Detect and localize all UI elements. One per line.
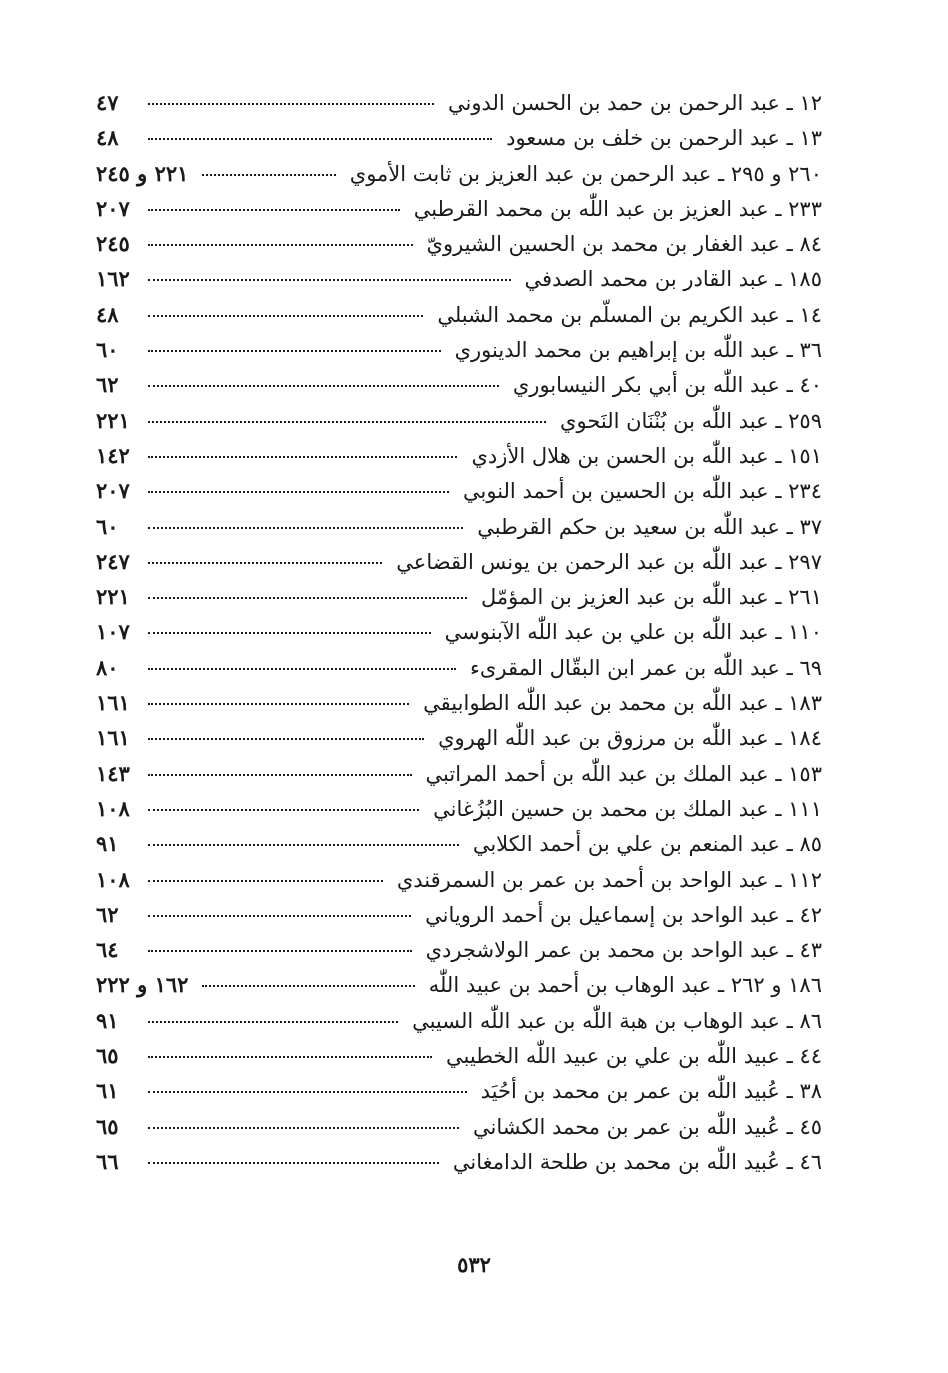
dot-leader [148,103,434,105]
entry-name: ٣٧ ـ عبد اللّٰه بن سعيد بن حكم القرطبي [477,514,822,539]
entry-name: ٢٥٩ ـ عبد اللّٰه بن بُنْنَان النَحوي [560,408,822,433]
entry-page-ref: ٤٧ [96,90,119,115]
entry-page-ref: ٦١ [96,1078,119,1104]
entry-page-ref: ٦٥ [96,1043,119,1069]
dot-leader [148,138,492,140]
entry-page-ref: ٤٨ [96,301,119,327]
index-entry [96,725,822,760]
entry-page-ref: ٢٠٧ [96,478,130,504]
dot-leader [148,244,413,246]
entry-page-ref: ٢٠٧ [96,195,130,221]
dot-leader [148,1021,398,1023]
entry-name: ١٨٦ و ٢٦٢ ـ عبد الوهاب بن أحمد بن عبيد اللّٰه [428,973,822,998]
dot-leader [148,809,419,811]
index-entry [96,655,822,690]
entry-page-ref: ١٦١ [96,725,130,751]
index-entry [96,408,822,443]
dot-leader [148,279,511,281]
dot-leader [148,738,424,740]
index-entry [96,972,822,1007]
index-entry [96,196,822,231]
entry-name: ١٨٤ ـ عبد اللّٰه بن مرزوق بن عبد اللّٰه الهروي [438,726,822,751]
dot-leader [148,1091,467,1093]
dot-leader [148,915,411,917]
index-entry [96,584,822,619]
entry-name: ١١١ ـ عبد الملك بن محمد بن حسين البُزُغاني [433,796,822,821]
entry-page-ref: ٢٤٧ [96,548,130,574]
entry-page-ref: ١٦٢ [96,266,130,292]
index-entry [96,231,822,266]
dot-leader [148,421,546,423]
entry-name: ١٨٣ ـ عبد اللّٰه بن محمد بن عبد اللّٰه الطوابيقي [423,691,822,716]
entry-page-ref: ٦٦ [96,1148,119,1174]
dot-leader [148,774,412,776]
entry-page-ref: ٦٠ [96,513,119,539]
dot-leader [148,844,459,846]
dot-leader [148,350,441,352]
entry-name: ١١٠ ـ عبد اللّٰه بن علي بن عبد اللّٰه الآبنوسي [444,620,822,645]
entry-page-ref: ٢٢١ [96,407,130,433]
entry-name: ١٥٣ ـ عبد الملك بن عبد اللّٰه بن أحمد المراتبي [425,761,822,786]
entry-page-ref: ٢٤٥ [96,231,130,257]
entry-name: ١٥١ ـ عبد اللّٰه بن الحسن بن هلال الأزدي [471,443,822,468]
index-entry [96,90,822,125]
entry-name: ١١٢ ـ عبد الواحد بن أحمد بن عمر بن السمرقندي [396,867,822,892]
index-entry [96,161,822,196]
index-entry [96,796,822,831]
entry-name: ٤٥ ـ عُبيد اللّٰه بن عمر بن محمد الكشاني [473,1114,822,1139]
dot-leader [148,385,499,387]
index-entry [96,337,822,372]
entry-page-ref: ٦٢ [96,372,119,398]
dot-leader [148,880,383,882]
dot-leader [148,1127,459,1129]
index-entry [96,1114,822,1149]
index-entry [96,867,822,902]
entry-page-ref: ١٦١ [96,690,130,716]
entry-name: ٦٩ ـ عبد اللّٰه بن عمر ابن البقّال المقرىء [470,655,822,680]
index-entry [96,1043,822,1078]
entry-page-ref: ٦٥ [96,1113,119,1139]
index-entry [96,372,822,407]
entry-page-ref: ١٠٨ [96,795,130,821]
dot-leader [148,703,409,705]
index-entry [96,443,822,478]
entry-name: ١٢ ـ عبد الرحمن بن حمد بن الحسن الدوني [448,91,822,115]
entry-name: ٢٣٤ ـ عبد اللّٰه بن الحسين بن أحمد النوبي [463,479,822,504]
index-entry [96,902,822,937]
index-entry [96,1008,822,1043]
entry-name: ٢٣٣ ـ عبد العزيز بن عبد اللّٰه بن محمد القرطبي [413,196,822,221]
page-number: ٥٣٢ [457,1252,491,1277]
entry-name: ٤٤ ـ عبيد اللّٰه بن علي بن عبيد اللّٰه الخطيبي [446,1044,822,1069]
entry-page-ref: ١٠٨ [96,866,130,892]
entry-page-ref: ٩١ [96,1007,119,1033]
entry-page-ref: ٢٢١ [96,584,130,610]
index-entry [96,125,822,160]
dot-leader [148,491,449,493]
entry-name: ٤٦ ـ عُبيد اللّٰه بن محمد بن طلحة الدامغاني [452,1149,822,1174]
entry-page-ref: ١٤٣ [96,760,130,786]
entry-name: ٤٠ ـ عبد اللّٰه بن أبي بكر النيسابوري [512,373,822,398]
entry-name: ١٤ ـ عبد الكريم بن المسلّم بن محمد الشبلي [437,302,822,327]
entry-page-ref: ٤٨ [96,125,119,151]
dot-leader [202,985,414,987]
index-entry [96,302,822,337]
dot-leader [148,632,431,634]
entry-page-ref: ١٠٧ [96,619,130,645]
entry-page-ref: ١٤٢ [96,442,130,468]
index-entry [96,761,822,796]
dot-leader [148,950,412,952]
index-entry [96,619,822,654]
index-entry [96,1149,822,1184]
entry-name: ٤٣ ـ عبد الواحد بن محمد بن عمر الولاشجردي [425,938,822,963]
index-entry [96,937,822,972]
index-entry [96,514,822,549]
entry-name: ١٣ ـ عبد الرحمن بن خلف بن مسعود [506,126,822,151]
entry-name: ٨٦ ـ عبد الوهاب بن هبة اللّٰه بن عبد اللّٰه السيبي [412,1008,822,1033]
entry-page-ref: ٦٢ [96,901,119,927]
entry-name: ٢٦١ ـ عبد اللّٰه بن عبد العزيز بن المؤمّل [480,585,822,610]
entry-name: ٤٢ ـ عبد الواحد بن إسماعيل بن أحمد الروياني [425,902,822,927]
dot-leader [148,456,457,458]
dot-leader [148,1056,432,1058]
entry-name: ٢٦٠ و ٢٩٥ ـ عبد الرحمن بن عبد العزيز بن ثابت الأموي [349,161,822,186]
index-entry [96,690,822,725]
index-entry [96,478,822,513]
index-entry [96,831,822,866]
index-list [96,90,822,1184]
entry-name: ١٨٥ ـ عبد القادر بن محمد الصدفي [524,267,822,292]
dot-leader [148,668,456,670]
entry-name: ٨٥ ـ عبد المنعم بن علي بن أحمد الكلابي [472,832,822,857]
dot-leader [148,315,423,317]
dot-leader [148,1162,439,1164]
dot-leader [148,209,400,211]
entry-page-ref: ٦٤ [96,937,119,963]
entry-page-ref: ٨٠ [96,654,119,680]
entry-name: ٢٩٧ ـ عبد اللّٰه بن عبد الرحمن بن يونس القضاعي [396,549,822,574]
index-entry [96,1078,822,1113]
entry-page-ref: ٩١ [96,831,119,857]
index-entry [96,266,822,301]
entry-page-ref: ٦٠ [96,337,119,363]
dot-leader [148,527,463,529]
entry-name: ٣٨ ـ عُبيد اللّٰه بن عمر بن محمد بن أحُيَد [480,1079,822,1104]
entry-page-ref: ١٦٢ و ٢٢٢ [96,972,189,998]
dot-leader [148,597,467,599]
dot-leader [202,174,335,176]
entry-page-ref: ٢٢١ و ٢٤٥ [96,160,189,186]
index-entry [96,549,822,584]
entry-name: ٨٤ ـ عبد الغفار بن محمد بن الحسين الشيرويّ [426,232,822,257]
dot-leader [148,562,382,564]
entry-name: ٣٦ ـ عبد اللّٰه بن إبراهيم بن محمد الدينوري [454,338,822,363]
